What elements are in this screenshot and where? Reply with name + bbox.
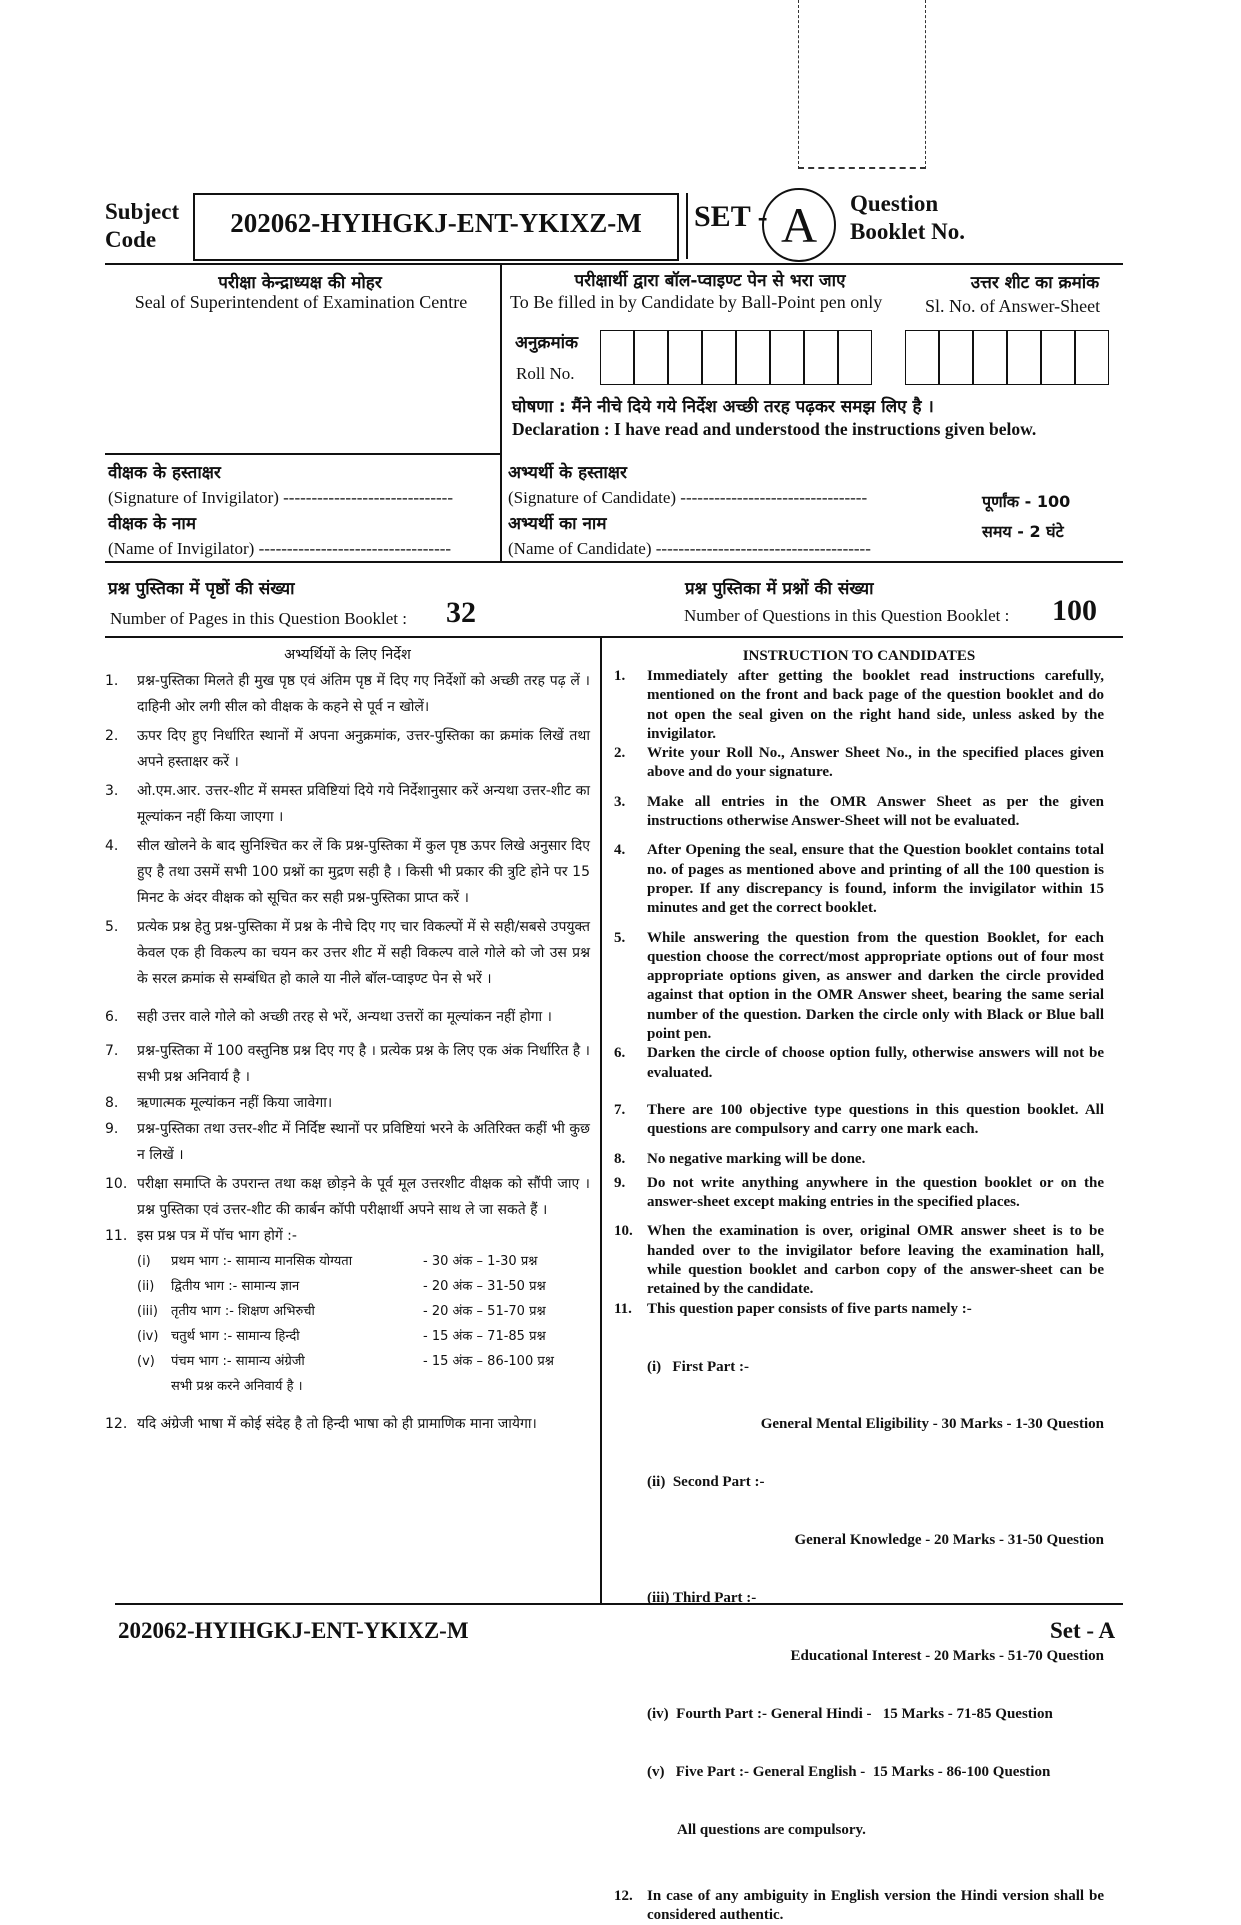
english-item (614, 1300, 1104, 1319)
english-instructions (614, 648, 1104, 1925)
roll-no-cell[interactable] (770, 330, 804, 385)
english-compulsory: All questions are compulsory. (677, 1821, 866, 1838)
item-text: प्रश्न-पुस्तिका मिलते ही मुख पृष्ठ एवं अंतिम पृष्ठ में दिए गए निर्देशों को अच्छी तरह पढ़ लें । दाहिनी ओर लगी सील को वीक्षक के कहने से पूर्व न खोलें। (137, 673, 590, 715)
rule (500, 263, 502, 561)
hindi-item (105, 1004, 590, 1030)
part-marks: - 15 अंक – 71-85 प्रश्न (423, 1329, 546, 1344)
item-text: In case of any ambiguity in English version the Hindi version shall be considered authentic. (647, 1887, 1104, 1923)
roll-english: Roll No. (516, 364, 575, 383)
part-name: प्रथम भाग :- सामान्य मानसिक योग्यता (171, 1254, 353, 1269)
questions-value: 100 (1052, 594, 1097, 627)
candidate-sign-hindi: अभ्यर्थी के हस्ताक्षर (508, 463, 627, 483)
item-number: 9. (105, 1121, 119, 1137)
fill-english: To Be filled in by Candidate by Ball-Point pen only (510, 292, 883, 312)
item-number: 3. (105, 783, 119, 799)
item-text: परीक्षा समाप्ति के उपरान्त तथा कक्ष छोड़ने के पूर्व मूल उत्तरशीट वीक्षक को सौंपी जाए । प्रश्न पुस्तिका एवं उत्तर-शीट की कार्बन कॉपी परीक्षार्थी अपने साथ ले जा सकते हैं । (137, 1176, 590, 1218)
candidate-sign-english: (Signature of Candidate) --------------------------------- (508, 488, 868, 507)
part-line: (iv) Fourth Part :- General Hindi - 15 Marks - 71-85 Question (647, 1705, 1053, 1722)
item-number: 10. (614, 1223, 633, 1240)
item-number: 5. (105, 919, 119, 935)
rule (105, 561, 1123, 563)
part-label: (i) First Part :- (647, 1358, 750, 1375)
column-divider (600, 638, 602, 1603)
part-number: (v) (137, 1354, 155, 1369)
item-number: 5. (614, 929, 626, 946)
booklet-no-label: Booklet No. (850, 219, 965, 244)
hindi-item (105, 723, 590, 775)
rule (105, 636, 1123, 638)
set-circle (762, 188, 836, 262)
part-number: (i) (137, 1254, 151, 1269)
invigilator-name-english: (Name of Invigilator) ---------------------------------- (108, 539, 452, 558)
part-number: (ii) (137, 1279, 155, 1294)
question-booklet-label (850, 190, 965, 246)
item-text: Make all entries in the OMR Answer Sheet as per the given instructions otherwise Answer-Sheet will not be evaluated. (647, 793, 1104, 830)
hindi-instructions (105, 644, 590, 1437)
part-label: (ii) Second Part :- (647, 1474, 765, 1491)
hindi-item (105, 914, 590, 992)
answer-sheet-cell[interactable] (1041, 330, 1075, 385)
english-item (614, 1222, 1104, 1299)
item-text: ओ.एम.आर. उत्तर-शीट में समस्त प्रविष्टियां दिये गये निर्देशानुसार करें अन्यथा उत्तर-शीट का मूल्यांकन नहीं किया जाएगा । (137, 783, 590, 825)
part-row (137, 1249, 590, 1274)
english-item (614, 1150, 1104, 1169)
hindi-item (105, 1038, 590, 1090)
item-number: 4. (105, 838, 119, 854)
answer-sheet-english: Sl. No. of Answer-Sheet (925, 296, 1101, 316)
item-text: सील खोलने के बाद सुनिश्चित कर लें कि प्रश्न-पुस्तिका में कुल पृष्ठ ऊपर लिखे अनुसार दिए हुए है तथा उसमें सभी 100 प्रश्नों का मुद्रण सही है । किसी भी प्रकार की त्रुटि होने पर 15 मिनट के अंदर वीक्षक को सूचित कर सही प्रश्न-पुस्तिका प्राप्त करें । (137, 838, 590, 906)
item-number: 11. (614, 1300, 632, 1317)
english-item (614, 1174, 1104, 1213)
part-marks: - 30 अंक – 1-30 प्रश्न (423, 1254, 538, 1269)
part-row (137, 1324, 590, 1349)
item-text: ऋणात्मक मूल्यांकन नहीं किया जावेगा। (137, 1095, 333, 1111)
pages-hindi: प्रश्न पुस्तिका में पृष्ठों की संख्या (108, 579, 295, 599)
total-marks: पूर्णांक - 100 (982, 492, 1071, 511)
item-text: इस प्रश्न पत्र में पॉच भाग होगें :- (137, 1228, 297, 1244)
hindi-item (105, 1411, 590, 1437)
part-detail: General Knowledge - 20 Marks - 31-50 Question (794, 1532, 1104, 1549)
candidate-name-hindi: अभ्यर्थी का नाम (508, 514, 607, 534)
part-number: (iv) (137, 1329, 159, 1344)
hindi-item (105, 833, 590, 911)
item-number: 7. (105, 1043, 119, 1059)
english-item (614, 841, 1104, 918)
english-item (614, 744, 1104, 783)
hindi-parts (137, 1249, 590, 1399)
declaration-english: Declaration : I have read and understood the instructions given below. (512, 419, 1037, 439)
questions-hindi: प्रश्न पुस्तिका में प्रश्नों की संख्या (685, 579, 874, 599)
roll-no-cell[interactable] (804, 330, 838, 385)
item-number: 10. (105, 1176, 128, 1192)
answer-sheet-cell[interactable] (905, 330, 939, 385)
item-text: When the examination is over, original OMR answer sheet is to be handed over to the invigilator before leaving the examination hall, while question booklet and carbon copy of the answer-sheet can be retained by the candidate. (647, 1223, 1104, 1298)
item-text: There are 100 objective type questions in this question booklet. All questions are compulsory and carry one mark each. (647, 1101, 1104, 1138)
item-text: Immediately after getting the booklet read instructions carefully, mentioned on the front and back page of the question booklet and do not open the seal given on the right hand side, unless asked by the invigilator. (647, 668, 1104, 742)
item-text: While answering the question from the question Booklet, for each question choose the correct/most appropriate options out of four most appropriate options given, as answer and darken the circle provided against that option in the OMR Answer sheet, bearing the same serial number of the question. Darken the circle only with Black or Blue ball point pen. (647, 929, 1104, 1043)
item-number: 6. (105, 1009, 119, 1025)
item-number: 7. (614, 1101, 626, 1118)
part-detail: Educational Interest - 20 Marks - 51-70 Question (790, 1647, 1104, 1664)
subject-code: 202062-HYIHGKJ-ENT-YKIXZ-M (230, 208, 642, 238)
divider (686, 193, 688, 259)
item-number: 8. (105, 1095, 119, 1111)
part-label: (iii) Third Part :- (647, 1590, 757, 1607)
answer-sheet-cell[interactable] (1007, 330, 1041, 385)
english-item (614, 667, 1104, 744)
fill-hindi: परीक्षार्थी द्वारा बॉल-प्वाइण्ट पेन से भरा जाए (574, 271, 846, 291)
roll-hindi: अनुक्रमांक (515, 333, 579, 353)
hindi-item (105, 1171, 590, 1223)
item-number: 12. (614, 1887, 633, 1904)
item-text: Write your Roll No., Answer Sheet No., in the specified places given above and do your signature. (647, 745, 1104, 781)
hindi-item (105, 1223, 590, 1249)
seal-tear-box (798, 0, 926, 169)
english-item (614, 1044, 1104, 1083)
set-label: SET - (694, 200, 768, 233)
subject-code-label (105, 198, 179, 254)
item-number: 1. (105, 673, 119, 689)
candidate-name-english: (Name of Candidate) -------------------------------------- (508, 539, 871, 558)
hindi-item (105, 1090, 590, 1116)
roll-no-cell[interactable] (702, 330, 736, 385)
part-row (137, 1299, 590, 1324)
part-row (137, 1349, 590, 1374)
part-name: द्वितीय भाग :- सामान्य ज्ञान (171, 1279, 300, 1294)
item-number: 4. (614, 842, 626, 859)
item-number: 6. (614, 1045, 626, 1062)
english-item (614, 793, 1104, 832)
part-row (137, 1274, 590, 1299)
part-name: चतुर्थ भाग :- सामान्य हिन्दी (171, 1329, 300, 1344)
english-item (614, 929, 1104, 1045)
invigilator-sign-english: (Signature of Invigilator) ------------------------------ (108, 488, 453, 507)
part-marks: - 20 अंक – 31-50 प्रश्न (423, 1279, 546, 1294)
rule (105, 453, 501, 455)
part-marks: - 15 अंक – 86-100 प्रश्न (423, 1354, 554, 1369)
hindi-instructions-title: अभ्यर्थियों के लिए निर्देश (284, 647, 411, 663)
item-text: Darken the circle of choose option fully, otherwise answers will not be evaluated. (647, 1045, 1104, 1081)
item-text: प्रत्येक प्रश्न हेतु प्रश्न-पुस्तिका में प्रश्न के नीचे दिए गए चार विकल्पों में से सही/सबसे उपयुक्त केवल एक ही विकल्प का चयन कर उत्तर शीट में सही विकल्प वाले गोले को जो उस प्रश्न के सरल क्रमांक से सम्बंधित हो काले या नीले बॉल-प्वाइण्ट पेन से भरें । (137, 919, 590, 987)
part-number: (iii) (137, 1304, 158, 1319)
item-text: This question paper consists of five parts namely :- (647, 1300, 972, 1317)
item-number: 2. (614, 745, 626, 762)
roll-no-cell[interactable] (668, 330, 702, 385)
hindi-compulsory: सभी प्रश्न करने अनिवार्य है । (171, 1379, 303, 1394)
footer-set: Set - A (1050, 1618, 1116, 1643)
item-number: 3. (614, 793, 626, 810)
part-marks: - 20 अंक – 51-70 प्रश्न (423, 1304, 546, 1319)
item-number: 9. (614, 1174, 626, 1191)
item-text: No negative marking will be done. (647, 1150, 866, 1167)
hindi-item (105, 778, 590, 830)
pages-english: Number of Pages in this Question Booklet : (110, 609, 408, 628)
roll-no-cell[interactable] (600, 330, 634, 385)
item-number: 1. (614, 668, 626, 684)
code-label: Code (105, 227, 157, 252)
item-text: Do not write anything anywhere in the question booklet or on the answer-sheet except making entries in the specified places. (647, 1174, 1104, 1211)
item-number: 12. (105, 1416, 128, 1432)
hindi-item (105, 1116, 590, 1168)
roll-no-cell[interactable] (634, 330, 668, 385)
answer-sheet-cell[interactable] (939, 330, 973, 385)
answer-sheet-hindi: उत्तर शीट का क्रमांक (970, 273, 1100, 293)
footer-code: 202062-HYIHGKJ-ENT-YKIXZ-M (118, 1618, 469, 1643)
item-text: ऊपर दिए हुए निर्धारित स्थानों में अपना अनुक्रमांक, उत्तर-पुस्तिका का क्रमांक लिखें तथा अपने हस्ताक्षर करें । (137, 728, 590, 770)
part-name: तृतीय भाग :- शिक्षण अभिरुची (171, 1304, 315, 1319)
pages-value: 32 (446, 596, 476, 629)
set-value: A (780, 197, 818, 253)
part-name: पंचम भाग :- सामान्य अंग्रेजी (171, 1354, 305, 1369)
seal-english: Seal of Superintendent of Examination Centre (134, 292, 468, 312)
part-detail: General Mental Eligibility - 30 Marks - 1-30 Question (760, 1416, 1104, 1433)
item-text: सही उत्तर वाले गोले को अच्छी तरह से भरें, अन्यथा उत्तरों का मूल्यांकन नहीं होगा । (137, 1009, 552, 1025)
answer-sheet-cell[interactable] (973, 330, 1007, 385)
part-line: (v) Five Part :- General English - 15 Marks - 86-100 Question (647, 1763, 1051, 1780)
invigilator-sign-hindi: वीक्षक के हस्ताक्षर (108, 463, 221, 483)
english-instructions-title: INSTRUCTION TO CANDIDATES (742, 648, 976, 664)
subject-label: Subject (105, 199, 180, 224)
item-text: यदि अंग्रेजी भाषा में कोई संदेह है तो हिन्दी भाषा को ही प्रामाणिक माना जायेगा। (137, 1416, 537, 1432)
time-allowed: समय - 2 घंटे (982, 522, 1064, 541)
item-text: प्रश्न-पुस्तिका में 100 वस्तुनिष्ठ प्रश्न दिए गए है । प्रत्येक प्रश्न के लिए एक अंक निर्धारित है । सभी प्रश्न अनिवार्य है । (137, 1043, 590, 1085)
item-number: 8. (614, 1150, 626, 1167)
seal-hindi: परीक्षा केन्द्राध्यक्ष की मोहर (218, 273, 382, 293)
subject-code-box (193, 193, 679, 261)
questions-english: Number of Questions in this Question Booklet : (684, 606, 1010, 625)
item-number: 2. (105, 728, 119, 744)
english-item (614, 1101, 1104, 1140)
item-text: After Opening the seal, ensure that the Question booklet contains total no. of pages as mentioned above and printing of all the 100 question is proper. If any discrepancy is found, inform the invigilator within 15 minutes and get the correct booklet. (647, 842, 1104, 917)
question-label: Question (850, 191, 939, 216)
rule (105, 263, 1123, 265)
english-item (614, 1887, 1104, 1925)
declaration-hindi: घोषणा : मैंने नीचे दिये गये निर्देश अच्छी तरह पढ़कर समझ लिए है । (512, 397, 934, 417)
hindi-item (105, 668, 590, 720)
item-number: 11. (105, 1228, 128, 1244)
english-parts (647, 1319, 1104, 1879)
invigilator-name-hindi: वीक्षक के नाम (108, 514, 196, 534)
roll-no-cell[interactable] (838, 330, 872, 385)
item-text: प्रश्न-पुस्तिका तथा उत्तर-शीट में निर्दिष्ट स्थानों पर प्रविष्टियां भरने के अतिरिक्त कहीं भी कुछ न लिखें । (137, 1121, 590, 1163)
roll-no-cell[interactable] (736, 330, 770, 385)
answer-sheet-cell[interactable] (1075, 330, 1109, 385)
